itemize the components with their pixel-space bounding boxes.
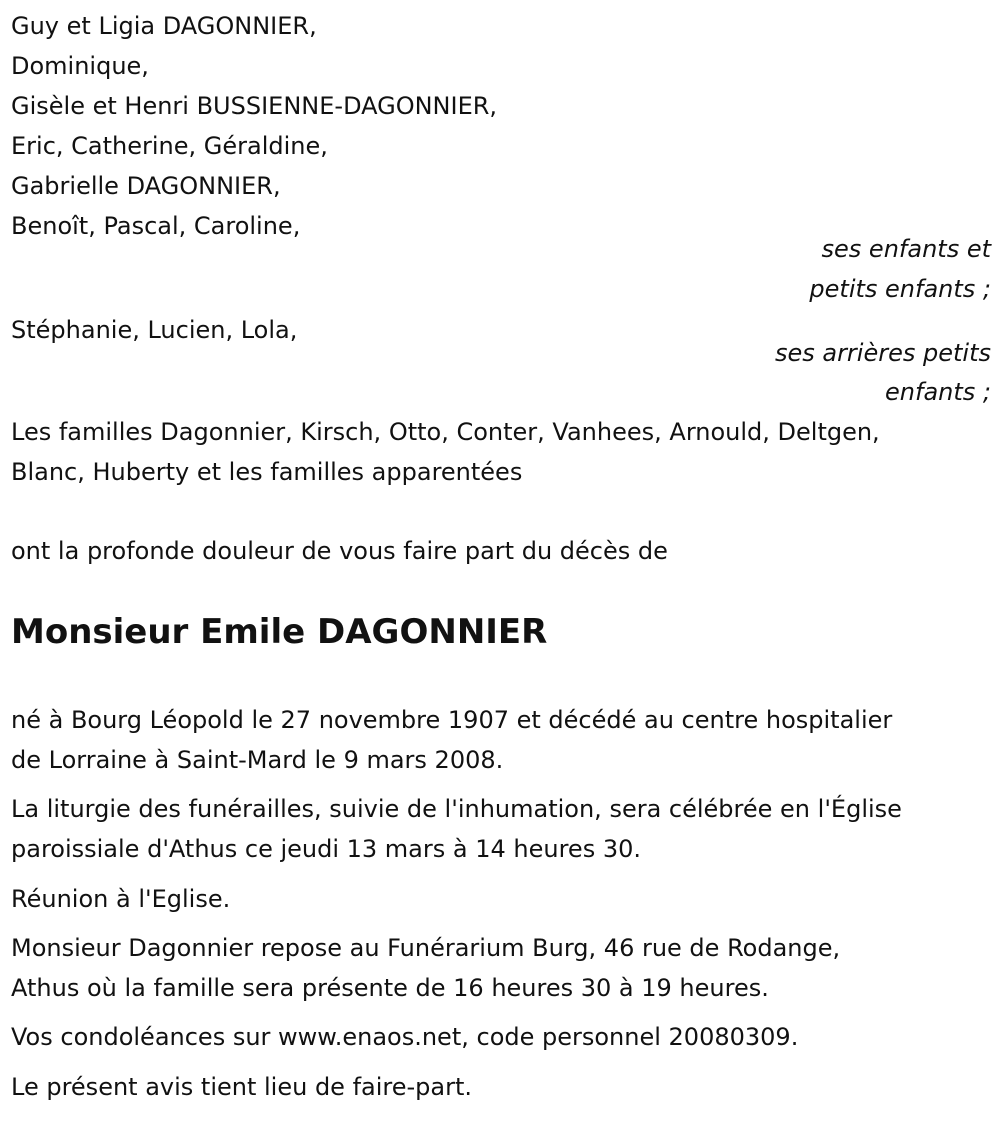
relation-label: petits enfants ; — [809, 275, 991, 303]
families-line: Blanc, Huberty et les familles apparentées — [11, 458, 523, 486]
families-line: Les familles Dagonnier, Kirsch, Otto, Conter, Vanhees, Arnould, Deltgen, — [11, 418, 880, 446]
family-line: Gisèle et Henri BUSSIENNE-DAGONNIER, — [11, 92, 498, 120]
family-line: Eric, Catherine, Géraldine, — [11, 132, 328, 160]
relation-label: ses enfants et — [821, 235, 991, 263]
detail-line: Athus où la famille sera présente de 16 heures 30 à 19 heures. — [11, 974, 769, 1002]
detail-line: La liturgie des funérailles, suivie de l'inhumation, sera célébrée en l'Église — [11, 795, 902, 823]
detail-line: paroissiale d'Athus ce jeudi 13 mars à 14 heures 30. — [11, 835, 641, 863]
detail-line: Le présent avis tient lieu de faire-part. — [11, 1073, 473, 1101]
family-line: Dominique, — [11, 52, 149, 80]
family-line: Stéphanie, Lucien, Lola, — [11, 316, 298, 344]
detail-line: Vos condoléances sur www.enaos.net, code personnel 20080309. — [11, 1023, 799, 1051]
detail-line: Réunion à l'Eglise. — [11, 885, 231, 913]
detail-line: Monsieur Dagonnier repose au Funérarium Burg, 46 rue de Rodange, — [11, 934, 841, 962]
family-line: Guy et Ligia DAGONNIER, — [11, 12, 317, 40]
detail-line: de Lorraine à Saint-Mard le 9 mars 2008. — [11, 746, 504, 774]
family-line: Gabrielle DAGONNIER, — [11, 172, 281, 200]
deceased-name: Monsieur Emile DAGONNIER — [11, 612, 548, 652]
relation-label: ses arrières petits — [774, 339, 991, 367]
announcement-text: ont la profonde douleur de vous faire part du décès de — [11, 537, 668, 565]
relation-label: enfants ; — [885, 378, 991, 406]
detail-line: né à Bourg Léopold le 27 novembre 1907 et décédé au centre hospitalier — [11, 706, 893, 734]
family-line: Benoît, Pascal, Caroline, — [11, 212, 301, 240]
